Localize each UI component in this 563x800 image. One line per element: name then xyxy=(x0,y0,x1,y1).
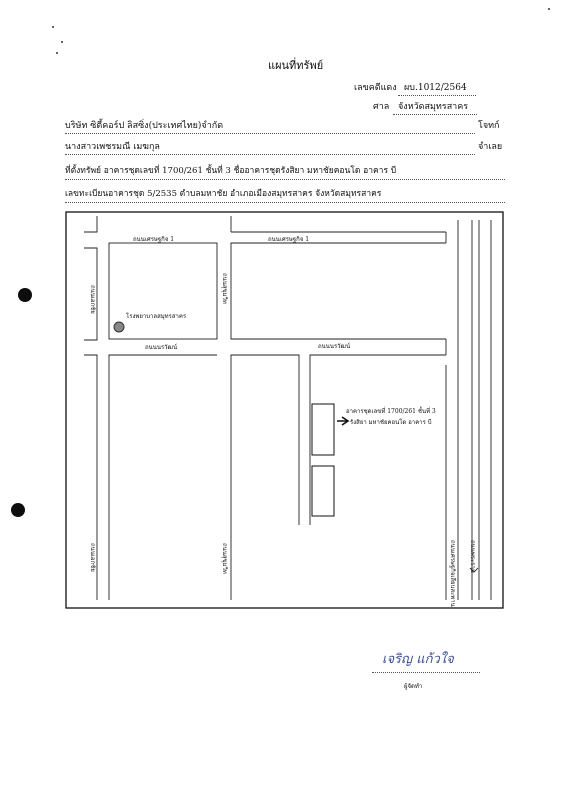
landmark-marker xyxy=(114,322,124,332)
defendant-role: จำเลย xyxy=(478,142,503,152)
case-number: ผบ.1012/2564 xyxy=(404,83,467,93)
road-label-mid-right: ถนนนรวัฒน์ xyxy=(318,343,351,350)
map-frame xyxy=(66,212,503,608)
plaintiff-role: โจทก์ xyxy=(478,121,500,131)
road-label-right-2: ถนนพระราม xyxy=(469,540,476,573)
property-location: ที่ตั้งทรัพย์ อาคารชุดเลขที่ 1700/261 ชั้นที่ 3 ชื่ออาคารชุดรังสิยา มหาชัยคอนโด อาคาร บี xyxy=(65,166,397,176)
page-title: แผนที่ทรัพย์ xyxy=(268,59,324,72)
landmark-label: โรงพยาบาลสมุทรสาคร xyxy=(126,313,187,320)
signature-caption: ผู้จัดทำ xyxy=(404,683,423,690)
target-label-line1: อาคารชุดเลขที่ 1700/261 ชั้นที่ 3 xyxy=(346,408,436,415)
property-registration: เลขทะเบียนอาคารชุด 5/2535 ตำบลมหาชัย อำเภอเมืองสมุทรสาคร จังหวัดสมุทรสาคร xyxy=(65,189,382,199)
signature-scribble: เจริญ แก้วใจ xyxy=(382,652,454,667)
target-label-line2: รังสิยา มหาชัยคอนโด อาคาร บี xyxy=(350,419,432,426)
road-label-right-1: ถนนเศรษฐกิจเลียบสะพาน xyxy=(449,540,456,607)
road-label-top-left: ถนนเศรษฐกิจ 1 xyxy=(133,236,175,243)
road-label-bottom-center: ถนนสุขุมวิท xyxy=(221,543,228,574)
plaintiff-name: บริษัท ซิตี้คอร์ป ลิสซิ่ง(ประเทศไทย)จำกัด xyxy=(65,121,224,131)
case-number-label: เลขคดีแดง xyxy=(354,83,397,93)
target-building-a xyxy=(312,404,334,455)
road-label-bottom-left: ถนนเอกชัย xyxy=(89,543,96,572)
target-arrow-icon xyxy=(337,417,348,425)
road-label-vertical-center: ถนนสุขุมวิท xyxy=(221,273,228,304)
target-building-b xyxy=(312,466,334,516)
court-name: จังหวัดสมุทรสาคร xyxy=(398,102,469,112)
signature-line xyxy=(372,672,480,673)
road-label-top-right: ถนนเศรษฐกิจ 1 xyxy=(268,236,310,243)
court-label: ศาล xyxy=(373,102,390,112)
defendant-name: นางสาวเพชรมณี เมฆกุล xyxy=(65,142,160,152)
road-label-mid-left: ถนนนรวัฒน์ xyxy=(145,344,178,351)
road-label-vertical-left: ถนนเอกชัย xyxy=(89,285,96,314)
